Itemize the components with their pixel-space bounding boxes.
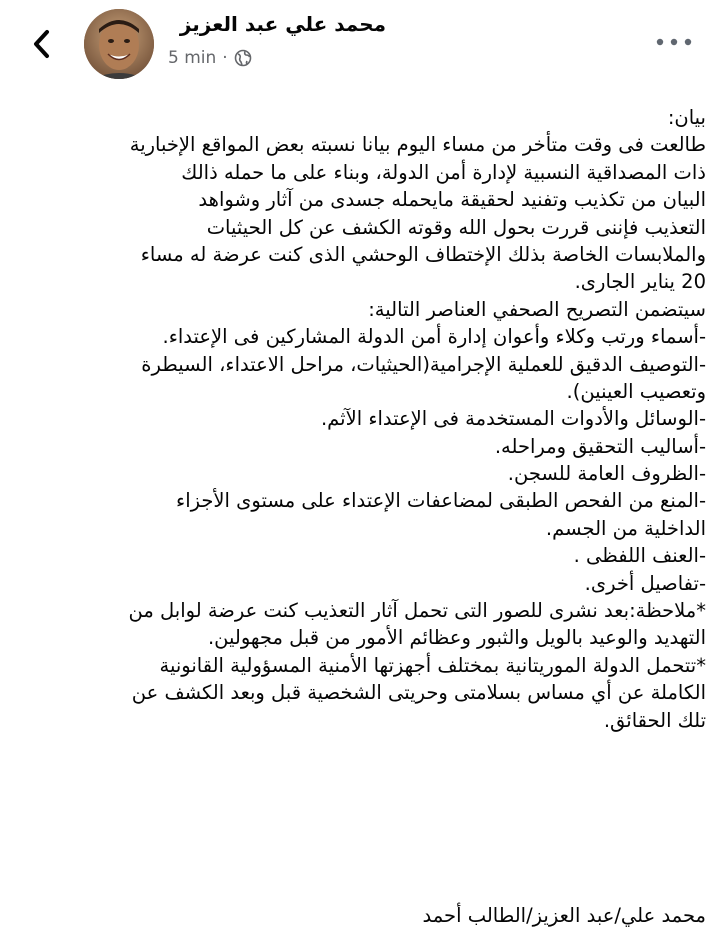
more-options-button[interactable] bbox=[652, 30, 696, 54]
post-header bbox=[0, 0, 720, 90]
post-text-line: تلك الحقائق. bbox=[603, 708, 706, 732]
post-body bbox=[14, 104, 706, 734]
post-text-line: -تفاصيل أخرى. bbox=[584, 571, 706, 595]
post-text-line: البيان من تكذيب وتفنيد لحقيقة مايحمله جسدى من آثار وشواهد bbox=[198, 188, 706, 212]
post-meta bbox=[168, 48, 252, 68]
avatar[interactable] bbox=[84, 9, 154, 79]
post-text-line: وتعصيب العينين). bbox=[566, 379, 706, 403]
profile-photo-icon bbox=[84, 9, 154, 79]
post-text-line: -أسماء ورتب وكلاء وأعوان إدارة أمن الدولة المشاركين فى الإعتداء. bbox=[162, 325, 706, 349]
post-text-line: -الظروف العامة للسجن. bbox=[507, 462, 706, 486]
post-text-line: ذات المصداقية النسبية لإدارة أمن الدولة، وبناء على ما حمله ذالك bbox=[181, 160, 706, 184]
post-text-line: سيتضمن التصريح الصحفي العناصر التالية: bbox=[368, 297, 706, 321]
post-text-line: التهديد والوعيد بالويل والثبور وعظائم الأمور من قبل مجهولين. bbox=[207, 626, 706, 650]
post-text-line: والملابسات الخاصة بذلك الإختطاف الوحشي الذى كنت عرضة له مساء bbox=[140, 242, 706, 266]
meta-separator: · bbox=[222, 48, 228, 68]
post-text-line: -الوسائل والأدوات المستخدمة فى الإعتداء الآثم. bbox=[320, 407, 706, 431]
post-text-line: -المنع من الفحص الطبقى لمضاعفات الإعتداء على مستوى الأجزاء bbox=[176, 489, 706, 513]
post-text-line: -التوصيف الدقيق للعملية الإجرامية(الحيثيات، مراحل الاعتداء، السيطرة bbox=[141, 352, 706, 376]
post-text-line: التعذيب فإننى قررت بحول الله وقوته الكشف عن كل الحيثيات bbox=[206, 215, 706, 239]
post-text-line: *تتحمل الدولة الموريتانية بمختلف أجهزتها الأمنية المسؤولية القانونية bbox=[159, 653, 706, 677]
post-text-line: -العنف اللفظى . bbox=[573, 544, 706, 568]
globe-icon[interactable] bbox=[234, 49, 252, 67]
post-text-line: *ملاحظة:بعد نشرى للصور التى تحمل آثار التعذيب كنت عرضة لوابل من bbox=[128, 599, 706, 623]
back-button[interactable] bbox=[28, 26, 56, 62]
post-text-line: 20 يناير الجارى. bbox=[574, 270, 706, 294]
post-signature: محمد علي/عبد العزيز/الطالب أحمد bbox=[422, 904, 706, 927]
more-horizontal-icon bbox=[654, 37, 694, 47]
timestamp[interactable]: 5 min bbox=[168, 48, 217, 68]
post-text-line: الداخلية من الجسم. bbox=[545, 516, 706, 540]
chevron-left-icon bbox=[31, 29, 53, 59]
post-text-line: طالعت فى وقت متأخر من مساء اليوم بيانا نسبته بعض المواقع الإخبارية bbox=[129, 133, 706, 157]
post-text-line: -أساليب التحقيق ومراحله. bbox=[494, 434, 706, 458]
post-text-line: الكاملة عن أي مساس بسلامتى وحريتى الشخصية قبل وبعد الكشف عن bbox=[131, 681, 706, 705]
author-name[interactable]: محمد علي عبد العزيز bbox=[179, 12, 386, 36]
post-text-line: بيان: bbox=[667, 106, 706, 129]
